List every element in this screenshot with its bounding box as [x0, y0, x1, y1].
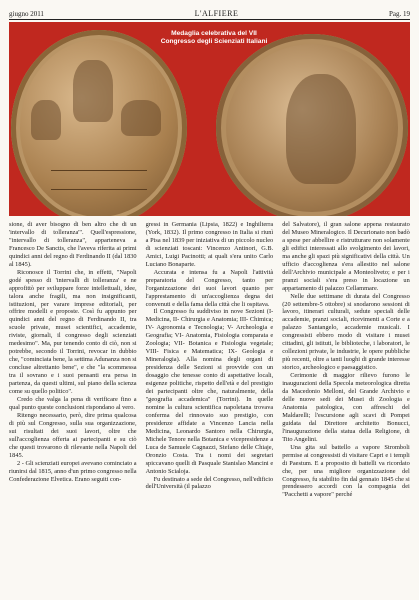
paragraph: Accurata e intensa fu a Napoli l'attività preparatoria del Congresso, tanto per l'organizzazione dei suoi lavori quanto per l'apprestamento di un'accoglienza degna dei convenuti e della fama della città che li ospitava. — [145, 268, 274, 308]
article-body — [9, 221, 410, 593]
paragraph: gressi in Germania (Lipsia, 1822) e Inghilterra (York, 1832). Il primo congresso in Italia si riunì a Pisa nel 1839 per iniziativa di un piccolo nucleo di scienziati toscani: Vincenzo Antinori, G.B. Amici, Luigi Pacinotti; ai quali s'era unito Carlo Luciano Bonaparte. — [145, 221, 274, 268]
issue-date: giugno 2011 — [9, 10, 44, 18]
paragraph: Credo che valga la pena di verificare fino a qual punto queste conclusioni rispondano al vero. — [9, 395, 137, 411]
paragraph: Ritengo necessario, però, dire prima qualcosa di più sul Congresso, sulla sua organizzazione, sui risultati dei suoi lavori, oltre che sull'accoglienza offerta ai partecipanti e su ciò che questi trovarono di rilevante nella Napoli del 1845. — [9, 411, 137, 459]
paragraph: Fu destinato a sede del Congresso, nell'edificio dell'Università (il palazzo — [145, 475, 274, 491]
portrait-head — [286, 74, 356, 184]
paragraph: Nelle due settimane di durata del Congresso (20 settembre-5 ottobre) si snodarono sessioni di lavoro, itinerari culturali, sedute speciali delle accademie, pranzi sociali, ricevimenti a Corte e a palazzo Santangelo, accademie musicali. I congressisti ebbero modo di visitare i musei cittadini, gli istituti, le biblioteche, i laboratori, le collezioni private, le industrie, le opere pubbliche più recenti, oltre a tanti luoghi di grande interesse storico, archeologico e paesaggistico. — [282, 292, 410, 372]
header-rule — [9, 19, 410, 20]
paragraph: Cerimonie di maggior rilievo furono le inaugurazioni della Specola meteorologica diretta da Macedonio Melloni, del Grande Archivio e delle nuove sedi dei Musei di Zoologia e Anatomia patologica, con affreschi del Maldarelli; l'escursione agli scavi di Pompei guidata dal Direttore architetto Bonucci, l'inaugurazione della statua della Religione, di Tito Angelini. — [282, 372, 410, 443]
paragraph: Una gita sul battello a vapore Stromboli permise ai congressisti di visitare Capri e i templi di Paestum. E a proposito di battelli va ricordato che, per una migliore organizzazione del Congresso, fu stabilito fin dal gennaio 1845 che si prendessero accordi con la compagnia dei "Pacchetti a vapore" perché — [282, 443, 410, 499]
paragraph: Riconosce il Torrini che, in effetti, "Napoli godé spesso di 'intervalli di tolleranza' e ne approfittò per sviluppare forze intellettuali, idee, talora anche fragili, ma non insignificanti, istituzioni, per varare imprese editoriali, per offrire modelli e proposte. Così fu appunto per quindici anni del regno di Ferdinando II, tra scuole private, musei scientifici, accademie, riviste, giornali, il congresso degli scienziati medesimo". Ma, pur tenendo conto di ciò, non si potrebbe, secondo il Torrini, revocar in dubbio che, "cominciata bene, la settima Adunanza non si concluse altrettanto bene", e che "la scommessa tra il sovrano e i suoi pensanti era persa in partenza, da questi ultimi, sul piano della scienza come su quello politico". — [9, 268, 137, 396]
column-2 — [146, 221, 274, 593]
banner-caption: Medaglia celebrativa del VII Congresso degli Scienziati Italiani — [160, 30, 268, 45]
allegorical-figure — [73, 60, 113, 122]
medal-obverse-image — [11, 30, 187, 216]
page-header — [9, 6, 410, 18]
paragraph: 2 - Gli scienziati europei avevano cominciato a riunirsi dal 1815, anno d'un primo congresso nella Confederazione Elvetica. Erano seguiti con- — [9, 459, 137, 483]
magazine-title: L'ALFIERE — [194, 9, 239, 18]
paragraph: Il Congresso fu suddiviso in nove Sezioni (I- Medicina, II- Chirurgia e Anatomia; III- Chimica; IV- Agronomia e Tecnologia; V- Archeologia e Geografia; VI- Anatomia, Fisiologia comparata e Zoologia; VII- Botanica e Fisiologia vegetale; VIII- Fisica e Matematica; IX- Geologia e Mineralogia). Alla nomina degli organi di presidenza delle Sezioni si provvide con un dosaggio che tenesse conto di aspettative locali, esigenze politiche, rispetto dell'età e del prestigio dei partecipanti oltre che, naturalmente, della "geografia accademica" (Torrini). In quelle nomine la cultura scientifica napoletana trovava conferma del rinnovato suo prestigio, con presidenze affidate a Vincenzo Lancia nella Medicina, Leonardo Santoro nella Chirurgia, Michele Tenore nella Botanica e vicepresidenze a Luca de Samuele Cagnazzi, Stefano delle Chiaje, Oronzio Costa. Tra i nomi dei segretari spiccavano quelli di Pasquale Stanislao Mancini e Antonio Scialoja. — [145, 308, 274, 475]
medal-inscription — [51, 170, 147, 190]
column-1 — [9, 221, 137, 593]
medal-reverse-portrait — [216, 34, 408, 216]
seated-figure — [31, 100, 61, 140]
column-3 — [282, 221, 410, 593]
lion-figure — [121, 100, 161, 136]
page-number: Pag. 19 — [389, 10, 410, 18]
paragraph: del Salvatore), il gran salone appena restaurato del Museo Mineralogico. Il Decurionato non badò a spese per abbellire e ristrutturare non solamente gli edifici interessati allo svolgimento dei lavori, ma anche gli spazi più significativi della città. Un ufficio d'accoglienza s'era allestito nel salone dell'Archivio municipale a Monteoliveto; e per i pranzi sociali s'era preso in locazione un appartamento di palazzo Cellammare. — [282, 221, 410, 292]
medal-banner — [9, 22, 410, 216]
paragraph: sione, di aver bisogno di ben altro che di un 'intervallo di tolleranza'". Quell'espressione, "intervallo di tolleranza", apparteneva a Francesco De Sanctis, che l'aveva riferita ai primi quindici anni del regno di Ferdinando II (dal 1830 al 1845). — [9, 221, 137, 268]
